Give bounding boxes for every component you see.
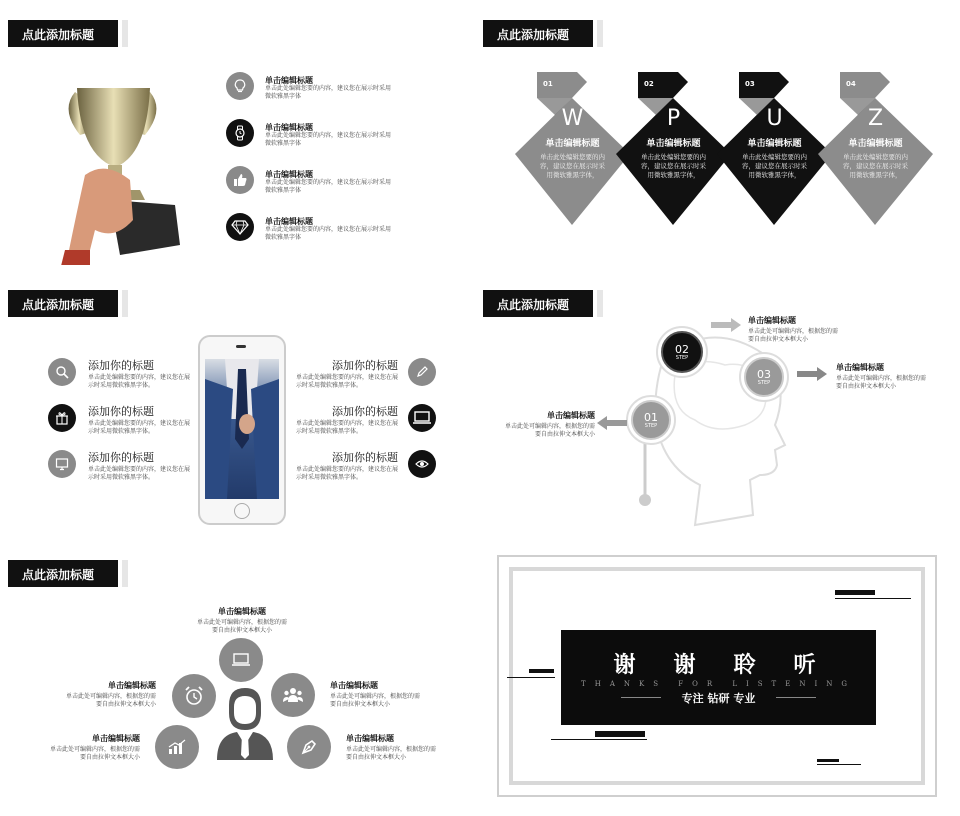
feature-title: 单击编辑标题	[346, 734, 394, 743]
feature-text: 单击此处编辑您要的内容，建议您在展示时采用微软雅黑字体。	[88, 374, 191, 389]
feature-text: 单击此处可编辑内容，根据您的需要自由拉伸文本框大小	[330, 693, 421, 708]
step-label: STEP	[644, 422, 658, 429]
step-letter: Z	[867, 106, 884, 131]
pen-nib-icon	[287, 725, 331, 769]
step-circle	[656, 326, 708, 378]
businessman-icon	[215, 685, 275, 760]
feature-title: 添加你的标题	[332, 405, 398, 418]
step-label: STEP	[757, 379, 771, 386]
feature-text: 单击此处编辑您要的内容，建议您在展示时采用微软雅黑字体。	[88, 466, 191, 481]
step-number: 02	[644, 80, 654, 88]
step-number: 03	[745, 80, 755, 88]
feature-text: 单击此处编辑您要的内容，建议您在展示时采用微软雅黑字体	[265, 179, 392, 194]
step-text: 单击此处编辑您要的内容，建议您在展示时采用微软雅黑字体，	[843, 153, 908, 179]
search-icon	[48, 358, 76, 386]
feature-text: 单击此处编辑您要的内容，建议您在展示时采用微软雅黑字体	[265, 226, 392, 241]
feature-title: 添加你的标题	[332, 451, 398, 464]
step-number: 01	[644, 410, 658, 424]
feature-text: 单击此处可编辑内容，根据您的需要自由拉伸文本框大小	[50, 746, 141, 761]
step-text: 单击此处编辑您要的内容，建议您在展示时采用微软雅黑字体，	[742, 153, 807, 179]
feature-title: 添加你的标题	[88, 405, 154, 418]
step-title: 单击编辑标题	[836, 363, 884, 372]
arrow-right-icon	[711, 318, 741, 332]
slide-title: 点此添加标题	[8, 290, 118, 317]
step-letter: P	[666, 106, 681, 131]
pencil-icon	[408, 358, 436, 386]
step-text-block	[748, 315, 838, 344]
businessman-photo	[205, 359, 279, 499]
alarm-clock-icon	[172, 674, 216, 718]
slide-6	[497, 555, 937, 797]
step-number: 04	[846, 80, 856, 88]
group-icon	[271, 673, 315, 717]
step-title: 单击编辑标题	[848, 139, 903, 149]
step-number: 03	[757, 367, 771, 381]
step-letter: U	[766, 106, 783, 131]
lightbulb-icon	[226, 72, 254, 100]
feature-title: 单击编辑标题	[265, 170, 313, 179]
thanks-banner	[561, 630, 876, 725]
feature-title: 单击编辑标题	[108, 681, 156, 690]
slide-title: 点此添加标题	[483, 290, 593, 317]
feature-text: 单击此处编辑您要的内容，建议您在展示时采用微软雅黑字体。	[296, 466, 399, 481]
step-number: 01	[543, 80, 553, 88]
feature-text-block	[66, 680, 156, 709]
step-title: 单击编辑标题	[646, 139, 701, 149]
feature-text: 单击此处编辑您要的内容，建议您在展示时采用微软雅黑字体	[265, 132, 392, 147]
step-text: 单击此处可编辑内容，根据您的需要自由拉伸文本框大小	[505, 423, 596, 438]
step-label: STEP	[675, 354, 689, 361]
step-text-block	[505, 410, 595, 439]
laptop-icon	[219, 638, 263, 682]
step-circle	[739, 352, 789, 402]
step-number: 02	[675, 342, 689, 356]
feature-text: 单击此处可编辑内容，根据您的需要自由拉伸文本框大小	[196, 619, 287, 634]
diamond-icon	[226, 213, 254, 241]
feature-title: 添加你的标题	[88, 359, 154, 372]
feature-text-block	[196, 606, 288, 635]
slide-1	[0, 0, 470, 265]
step-title: 单击编辑标题	[747, 139, 802, 149]
feature-text: 单击此处可编辑内容，根据您的需要自由拉伸文本框大小	[346, 746, 437, 761]
feature-text: 单击此处可编辑内容，根据您的需要自由拉伸文本框大小	[66, 693, 157, 708]
feature-title: 单击编辑标题	[92, 734, 140, 743]
bar-chart-icon	[155, 725, 199, 769]
gift-icon	[48, 404, 76, 432]
step-circle	[626, 395, 676, 445]
slide-4	[475, 270, 945, 535]
feature-text-block	[50, 733, 140, 762]
feature-text: 单击此处编辑您要的内容，建议您在展示时采用微软雅黑字体。	[296, 420, 399, 435]
feature-text-block	[330, 680, 425, 709]
feature-title: 单击编辑标题	[265, 217, 313, 226]
slide-title: 点此添加标题	[483, 20, 593, 47]
feature-text: 单击此处编辑您要的内容，建议您在展示时采用微软雅黑字体。	[296, 374, 399, 389]
step-diamond	[818, 70, 933, 230]
step-letter: W	[561, 106, 584, 131]
step-diamond	[616, 70, 731, 230]
phone-image	[198, 335, 286, 525]
step-text: 单击此处可编辑内容，根据您的需要自由拉伸文本框大小	[836, 375, 927, 390]
step-title: 单击编辑标题	[748, 316, 796, 325]
step-text: 单击此处编辑您要的内容，建议您在展示时采用微软雅黑字体，	[540, 153, 605, 179]
arrow-right-icon	[797, 367, 827, 381]
feature-text: 单击此处编辑您要的内容，建议您在展示时采用微软雅黑字体	[265, 85, 392, 100]
laptop-icon	[408, 404, 436, 432]
feature-text: 单击此处编辑您要的内容，建议您在展示时采用微软雅黑字体。	[88, 420, 191, 435]
arrow-left-icon	[597, 416, 627, 430]
step-title: 单击编辑标题	[547, 411, 595, 420]
slide-5	[0, 540, 470, 805]
feature-title: 添加你的标题	[332, 359, 398, 372]
step-title: 单击编辑标题	[545, 139, 600, 149]
thumbs-up-icon	[226, 166, 254, 194]
feature-title: 添加你的标题	[88, 451, 154, 464]
step-text-block	[836, 362, 926, 391]
step-diamond	[515, 70, 630, 230]
step-diamond	[717, 70, 832, 230]
feature-title: 单击编辑标题	[265, 76, 313, 85]
slide-title: 点此添加标题	[8, 560, 118, 587]
feature-title: 单击编辑标题	[330, 681, 378, 690]
feature-title: 单击编辑标题	[265, 123, 313, 132]
watch-icon	[226, 119, 254, 147]
slide-title: 点此添加标题	[8, 20, 118, 47]
feature-text-block	[346, 733, 441, 762]
step-text: 单击此处可编辑内容，根据您的需要自由拉伸文本框大小	[748, 328, 839, 343]
thanks-subtitle: 专注 钻研 专业	[681, 692, 756, 705]
trophy-image	[55, 80, 195, 265]
thanks-english: THANKS FOR LISTENING	[581, 680, 856, 688]
monitor-icon	[48, 450, 76, 478]
slide-2	[475, 0, 945, 265]
thanks-title: 谢 谢 聆 听	[613, 653, 824, 678]
feature-title: 单击编辑标题	[218, 607, 266, 616]
eye-icon	[408, 450, 436, 478]
step-text: 单击此处编辑您要的内容，建议您在展示时采用微软雅黑字体，	[641, 153, 706, 179]
slide-3	[0, 270, 470, 535]
